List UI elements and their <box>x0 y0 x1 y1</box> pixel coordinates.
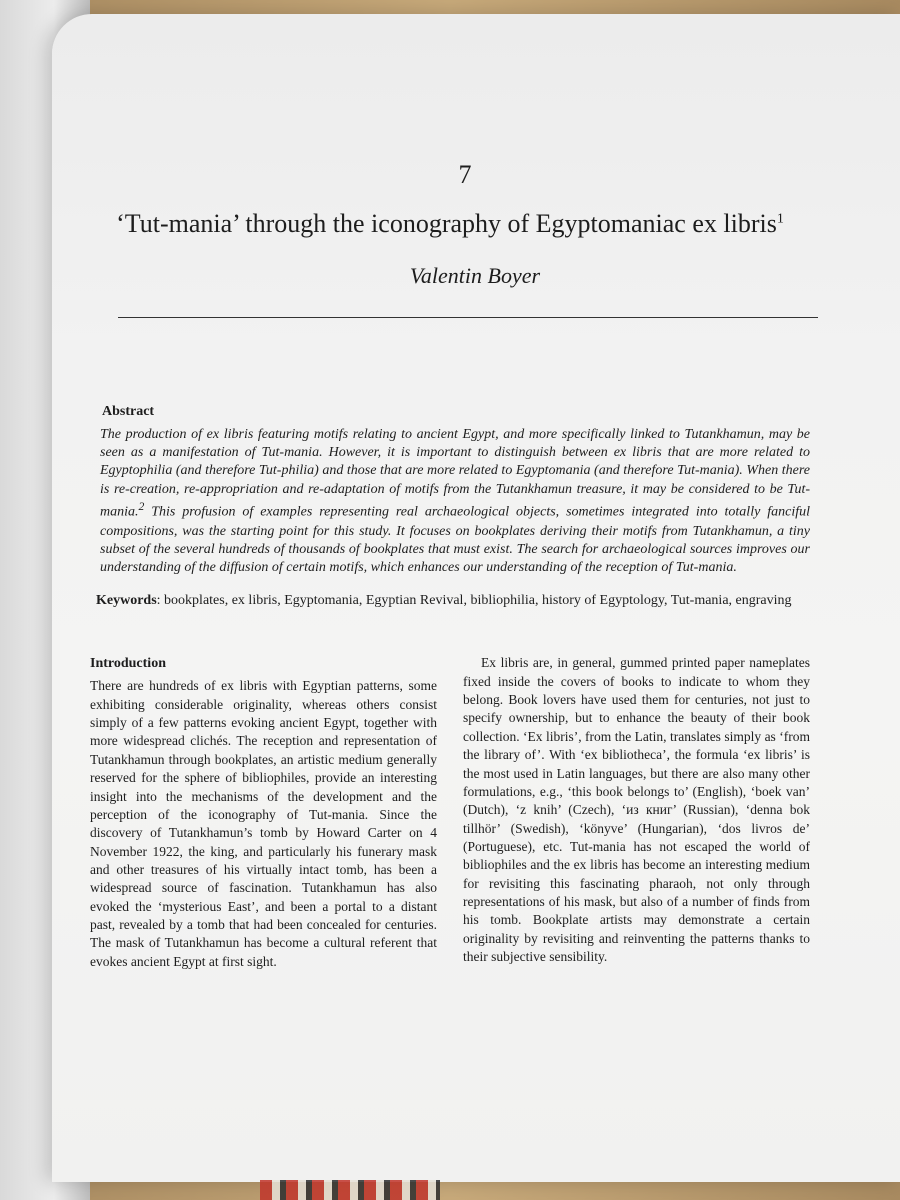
author-name: Valentin Boyer <box>409 262 541 288</box>
body-columns <box>90 654 810 971</box>
abstract-heading: Abstract <box>102 403 155 419</box>
introduction-paragraph-1: There are hundreds of ex libris with Egyptian patterns, some exhibiting considerable originality, whereas others consist simply of a few patterns evoking ancient Egypt, together with more widespread clichés. The reception and representation of Tutankhamun through bookplates, an artistic medium generally reserved for the sphere of bibliophiles, provide an interesting insight into the mechanisms of the development and the perception of the iconography of Tut-mania. Since the discovery of Tutankhamun’s tomb by Howard Carter on 4 November 1922, the king, and particularly his funerary mask and other treasures of his virtually intact tomb, has been a widespread source of fascination. Tutankhamun has also evoked the ‘mysterious East’, and been a portal to a distant past, revealed by a tomb that had been concealed for centuries. The mask of Tutankhamun has become a cultural referent that evokes ancient Egypt at first sight. <box>90 678 437 969</box>
abstract-text-part2: This profusion of examples representing real archaeological objects, sometimes integrated into totally fanciful compositions, was the starting point for this study. It focuses on bookplates deriving their motifs from Tutankhamun, a tiny subset of the several hundreds of thousands of bookplates that must exist. The search for archaeological sources improves our understanding of the diffusion of certain motifs, which enhances our understanding of the reception of Tut-mania. <box>100 505 810 576</box>
chapter-title <box>90 208 810 241</box>
abstract-footnote-marker: 2 <box>138 500 145 514</box>
keywords-list: : bookplates, ex libris, Egyptomania, Egyptian Revival, bibliophilia, history of Egyptology, Tut-mania, engraving <box>156 592 792 608</box>
keywords-label: Keywords <box>96 592 157 608</box>
abstract-text-part1: The production of ex libris featuring motifs relating to ancient Egypt, and more specifically linked to Tutankhamun, may be seen as a manifestation of Tut-mania. However, it is important to distinguish between ex libris that are more related to Egyptophilia (and therefore Tut-philia) and those that are more related to Egyptomania (and therefore Tut-mania). When there is re-creation, re-appropriation and re-adaptation of motifs from the Tutankhamun treasure, it may be considered to be Tut-mania. <box>100 426 810 521</box>
chapter-title-text: ‘Tut-mania’ through the iconography of Egyptomaniac ex libris <box>116 209 777 238</box>
title-footnote-marker: 1 <box>776 211 784 227</box>
abstract-text <box>100 426 810 578</box>
page-content <box>90 160 810 971</box>
left-column <box>90 654 437 971</box>
divider-rule <box>118 317 818 318</box>
right-column <box>463 654 810 971</box>
introduction-paragraph-2: Ex libris are, in general, gummed printed paper nameplates fixed inside the covers of books to indicate to whom they belong. Book lovers have used them for centuries, not just to specify ownership, but to enhance the beauty of their book collection. ‘Ex libris’, from the Latin, translates simply as ‘from the library of’. With ‘ex bibliotheca’, the formula ‘ex libris’ is the most used in Latin languages, but there are also many other formulations, e.g., ‘this book belongs to’ (English), ‘boek van’ (Dutch), ‘z knih’ (Czech), ‘из книг’ (Russian), ‘denna bok tillhör’ (Swedish), ‘könyve’ (Hungarian), ‘dos livros de’ (Portuguese), etc. Tut-mania has not escaped the world of bibliophiles and the ex libris has become an interesting medium for revisiting this fascinating pharaoh, not only through representations of his mask, but also of a number of finds from his tomb. Bookplate artists may demonstrate a certain originality by revisiting and reinventing the patterns thanks to their subjective sensibility. <box>463 655 810 965</box>
chapter-number: 7 <box>458 160 472 189</box>
cloth-strip <box>260 1180 440 1200</box>
introduction-heading: Introduction <box>90 656 166 672</box>
keywords <box>96 592 810 610</box>
